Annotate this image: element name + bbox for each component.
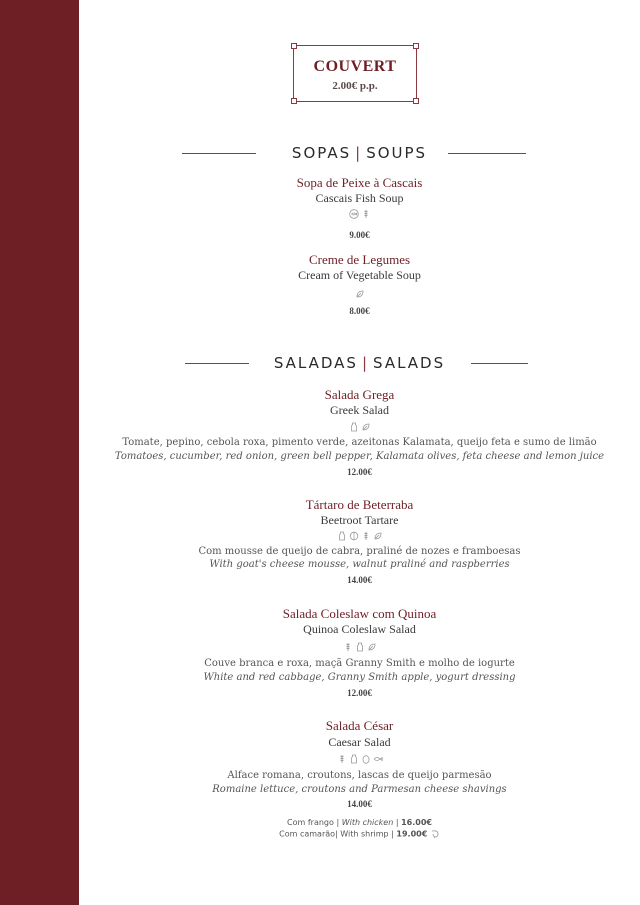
couvert-title: COUVERT: [313, 58, 397, 75]
dish-name-en: Greek Salad: [330, 403, 389, 417]
dish-price: 8.00€: [349, 306, 370, 316]
couvert-price: 2.00€ p.p.: [332, 80, 378, 92]
dish-name-en: Cream of Vegetable Soup: [298, 268, 421, 282]
dish-description-pt: Tomate, pepino, cebola roxa, pimento verde, azeitonas Kalamata, queijo feta e sumo de limão: [122, 437, 597, 448]
dish-name-pt: Creme de Legumes: [308, 252, 411, 267]
milk-icon: [355, 642, 365, 652]
dish-description-pt: Com mousse de queijo de cabra, praliné de nozes e framboesas: [198, 546, 521, 557]
dish-description-pt: Alface romana, croutons, lascas de queijo parmesão: [227, 770, 492, 781]
dish-name-pt: Salada Coleslaw com Quinoa: [282, 606, 437, 621]
shrimp-icon: [430, 829, 440, 839]
dish-description-en: Romaine lettuce, croutons and Parmesan cheese shavings: [212, 784, 507, 795]
side-band: [0, 0, 79, 905]
menu-page: [79, 0, 640, 905]
allergen-icons: [79, 289, 640, 301]
allergen-icons: [79, 422, 640, 434]
leaf-icon: [361, 422, 371, 432]
couvert-box: [293, 45, 417, 102]
dish-price: 12.00€: [347, 467, 372, 477]
wheat-icon: [361, 209, 371, 219]
dish-name-pt: Sopa de Peixe à Cascais: [296, 175, 423, 190]
allergen-icons: [79, 754, 640, 766]
section-title: SOPAS | SOUPS: [291, 144, 428, 162]
dish-description-pt: Couve branca e roxa, maçã Granny Smith e molho de iogurte: [204, 658, 515, 669]
fish-icon: [349, 209, 359, 219]
dish-name-pt: Salada Grega: [324, 387, 395, 402]
allergen-icons: [79, 531, 640, 543]
dish-name-en: Cascais Fish Soup: [315, 191, 404, 205]
dish-price: 14.00€: [347, 799, 372, 809]
allergen-icons: [79, 642, 640, 654]
leaf-icon: [367, 642, 377, 652]
leaf-icon: [355, 289, 365, 299]
nut-icon: [349, 531, 359, 541]
dish-name-pt: Tártaro de Beterraba: [305, 497, 414, 512]
extra-option-chicken: Com frango | With chicken | 16.00€: [287, 818, 432, 827]
dish-description-en: White and red cabbage, Granny Smith apple, yogurt dressing: [203, 672, 516, 683]
leaf-icon: [373, 531, 383, 541]
dish-price: 12.00€: [347, 688, 372, 698]
egg-icon: [361, 754, 371, 764]
allergen-icons: [79, 209, 640, 221]
dish-name-en: Quinoa Coleslaw Salad: [303, 622, 416, 636]
dish-name-en: Beetroot Tartare: [320, 513, 399, 527]
dish-price: 9.00€: [349, 230, 370, 240]
extra-option-shrimp: Com camarão| With shrimp | 19.00€: [79, 829, 640, 839]
dish-description-en: With goat's cheese mousse, walnut praliné and raspberries: [209, 559, 510, 570]
section-title: SALADAS | SALADS: [273, 354, 446, 372]
dish-name-pt: Salada César: [325, 718, 394, 733]
wheat-icon: [337, 754, 347, 764]
dish-name-en: Caesar Salad: [328, 735, 391, 749]
milk-icon: [349, 422, 359, 432]
wheat-icon: [343, 642, 353, 652]
dish-price: 14.00€: [347, 575, 372, 585]
dish-description-en: Tomatoes, cucumber, red onion, green bell pepper, Kalamata olives, feta cheese and lemon juice: [114, 451, 605, 462]
milk-icon: [349, 754, 359, 764]
section-header-soups: [79, 144, 640, 164]
wheat-icon: [361, 531, 371, 541]
fish-icon: [373, 754, 383, 764]
milk-icon: [337, 531, 347, 541]
section-header-salads: [79, 354, 640, 374]
